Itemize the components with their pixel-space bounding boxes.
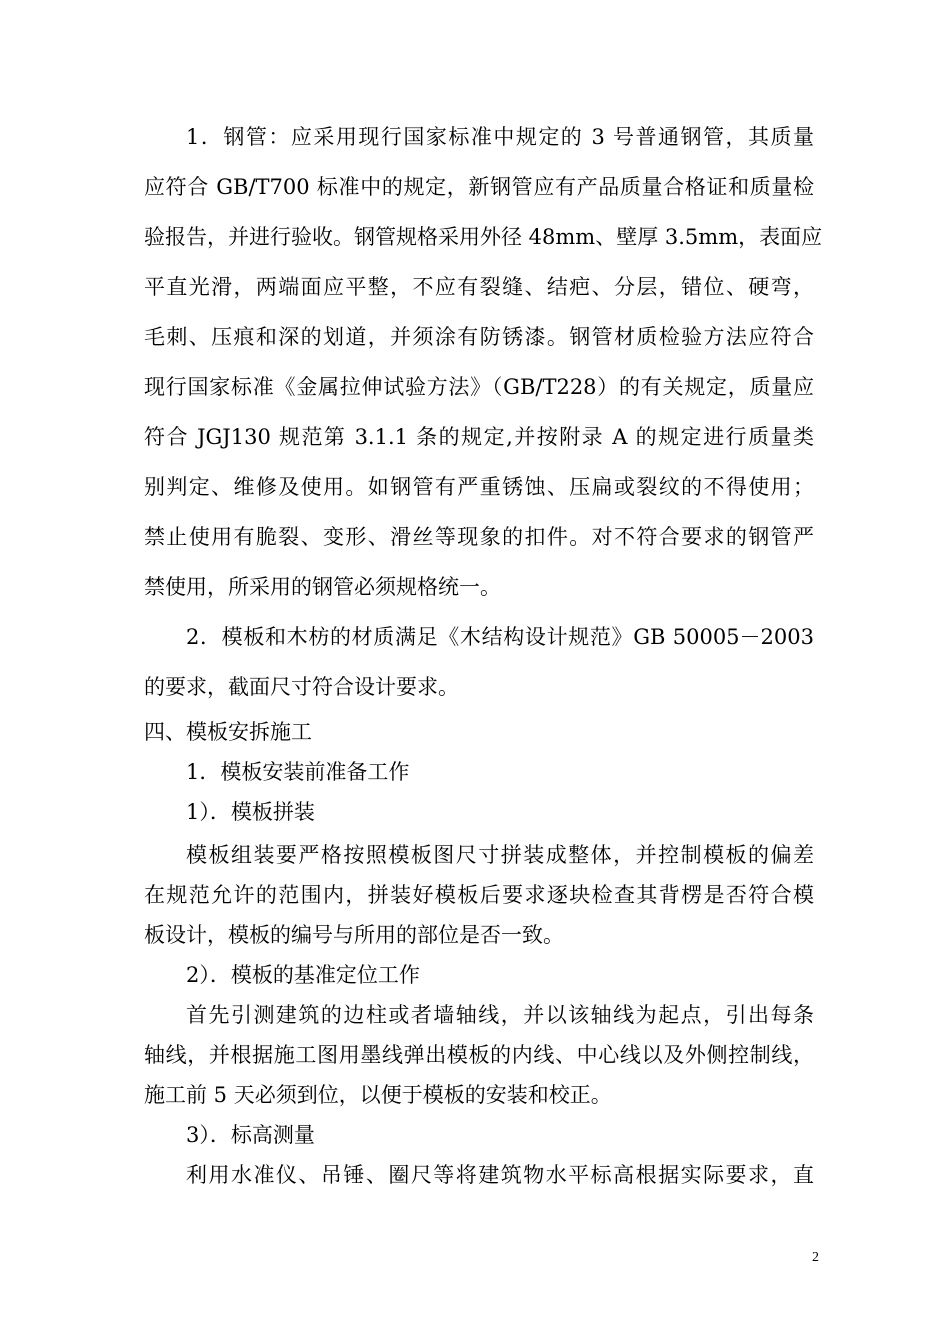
text-line: 禁止使用有脆裂、变形、滑丝等现象的扣件。对不符合要求的钢管严	[144, 525, 814, 549]
text-line: 2．模板和木枋的材质满足《木结构设计规范》GB 50005－2003	[186, 625, 814, 649]
text-line: 轴线，并根据施工图用墨线弹出模板的内线、中心线以及外侧控制线，	[144, 1043, 814, 1067]
text-line: 现行国家标准《金属拉伸试验方法》（GB/T228）的有关规定，质量应	[144, 375, 814, 399]
section-heading: 四、模板安拆施工	[144, 720, 312, 744]
subsection-heading: 1．模板安装前准备工作	[186, 760, 410, 784]
item-heading: 3）．标高测量	[186, 1123, 315, 1147]
text-line: 禁使用，所采用的钢管必须规格统一。	[144, 575, 501, 599]
text-line: 应符合 GB/T700 标准中的规定，新钢管应有产品质量合格证和质量检	[144, 175, 814, 199]
text-line: 1．钢管：应采用现行国家标准中规定的 3 号普通钢管，其质量	[186, 125, 814, 149]
text-line: 别判定、维修及使用。如钢管有严重锈蚀、压扁或裂纹的不得使用；	[144, 475, 814, 499]
text-line: 在规范允许的范围内，拼装好模板后要求逐块检查其背楞是否符合模	[144, 883, 814, 907]
item-heading: 1）．模板拼装	[186, 800, 315, 824]
page-number: 2	[812, 1250, 819, 1265]
text-line: 首先引测建筑的边柱或者墙轴线，并以该轴线为起点，引出每条	[186, 1003, 814, 1027]
text-line: 符合 JGJ130 规范第 3.1.1 条的规定,并按附录 A 的规定进行质量类	[144, 425, 814, 449]
item-heading: 2）．模板的基准定位工作	[186, 963, 420, 987]
text-line: 板设计，模板的编号与所用的部位是否一致。	[144, 923, 564, 947]
text-line: 毛刺、压痕和深的划道，并须涂有防锈漆。钢管材质检验方法应符合	[144, 325, 814, 349]
text-line: 模板组装要严格按照模板图尺寸拼装成整体，并控制模板的偏差	[186, 843, 814, 867]
text-line: 平直光滑，两端面应平整，不应有裂缝、结疤、分层，错位、硬弯，	[144, 275, 814, 299]
text-line: 利用水准仪、吊锤、圈尺等将建筑物水平标高根据实际要求，直	[186, 1163, 814, 1187]
text-line: 的要求，截面尺寸符合设计要求。	[144, 675, 459, 699]
text-line: 验报告，并进行验收。钢管规格采用外径 48mm、壁厚 3.5mm，表面应	[144, 225, 823, 249]
text-line: 施工前 5 天必须到位，以便于模板的安装和校正。	[144, 1083, 612, 1107]
